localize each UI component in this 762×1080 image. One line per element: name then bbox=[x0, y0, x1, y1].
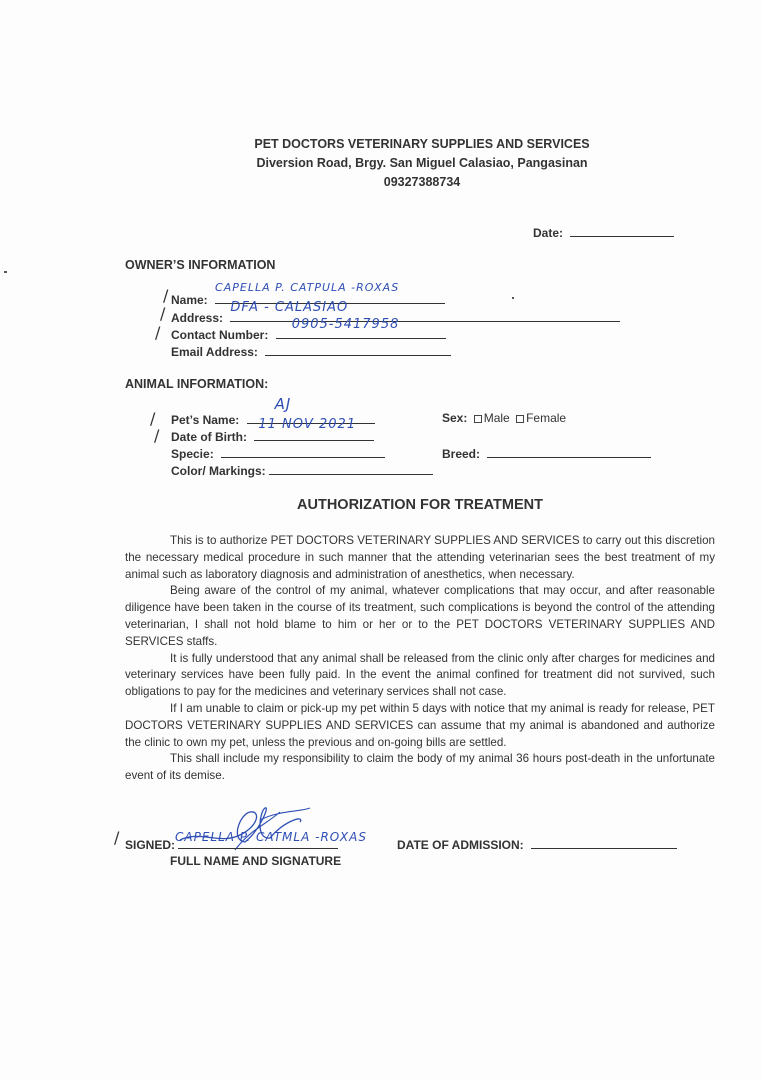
specie-field bbox=[171, 445, 385, 461]
scan-speck bbox=[4, 271, 7, 273]
admission-date-blank[interactable] bbox=[531, 836, 677, 849]
breed-label: Breed: bbox=[442, 447, 481, 461]
admission-date-label: DATE OF ADMISSION: bbox=[397, 838, 524, 852]
animal-section-title: ANIMAL INFORMATION: bbox=[125, 377, 269, 391]
check-mark: / bbox=[163, 286, 169, 305]
sex-field bbox=[442, 411, 566, 425]
owner-contact-label: Contact Number: bbox=[171, 328, 269, 342]
color-label: Color/ Markings: bbox=[171, 464, 266, 478]
owner-email-field bbox=[171, 343, 451, 359]
authorization-title: AUTHORIZATION FOR TREATMENT bbox=[297, 497, 543, 513]
male-option-label: Male bbox=[483, 411, 510, 425]
breed-blank[interactable] bbox=[487, 445, 651, 458]
owner-address-label: Address: bbox=[171, 311, 224, 325]
clinic-phone: 09327388734 bbox=[383, 175, 461, 189]
clinic-header bbox=[0, 135, 762, 192]
check-mark: / bbox=[160, 304, 166, 323]
specie-blank[interactable] bbox=[221, 445, 385, 458]
scan-speck bbox=[512, 297, 514, 299]
owner-contact-blank[interactable] bbox=[276, 317, 446, 339]
authorization-paragraph: This is to authorize PET DOCTORS VETERINARY SUPPLIES AND SERVICES to carry out this discretion the necessary medical procedure in such manner that the attending veterinarian sees the best treatment of my animal such as laboratory diagnosis and administration of anesthetics, when necessary. bbox=[125, 534, 715, 581]
date-field bbox=[533, 224, 674, 240]
signature-caption: FULL NAME AND SIGNATURE bbox=[170, 854, 342, 868]
signature-handwritten-name: CAPELLA P. CATMLA -ROXAS bbox=[175, 830, 367, 844]
color-blank[interactable] bbox=[269, 462, 433, 475]
breed-field bbox=[442, 445, 651, 461]
check-mark: / bbox=[154, 426, 160, 445]
signed-label: SIGNED: bbox=[125, 836, 338, 852]
dob-label: Date of Birth: bbox=[171, 430, 247, 444]
owner-address-value: DFA - CALASIAO bbox=[230, 300, 349, 315]
pet-name-value: AJ bbox=[274, 395, 292, 413]
owner-email-blank[interactable] bbox=[265, 343, 451, 356]
owner-section-title: OWNER’S INFORMATION bbox=[125, 258, 276, 272]
clinic-address: Diversion Road, Brgy. San Miguel Calasiao, Pangasinan bbox=[256, 156, 588, 170]
pet-name-label: Pet’s Name: bbox=[171, 413, 240, 427]
date-label: Date: bbox=[533, 226, 564, 240]
owner-name-label: Name: bbox=[171, 293, 208, 307]
male-checkbox[interactable] bbox=[474, 415, 482, 423]
female-checkbox[interactable] bbox=[516, 415, 524, 423]
clinic-name: PET DOCTORS VETERINARY SUPPLIES AND SERVICES bbox=[254, 137, 590, 151]
specie-label: Specie: bbox=[171, 447, 214, 461]
owner-name-value: CAPELLA P. CATPULA -ROXAS bbox=[215, 281, 400, 294]
admission-date-field bbox=[397, 836, 677, 852]
authorization-paragraph: Being aware of the control of my animal, whatever complications that may occur, and after reasonable diligence have been taken in the course of its treatment, such complications is beyond the control of the attending veterinarian, I shall not hold blame to him or her or to the PET DOCTORS VETERINARY SUPPLIES AND SERVICES staffs. bbox=[125, 584, 715, 648]
owner-address-blank[interactable] bbox=[230, 300, 620, 322]
color-field bbox=[171, 462, 433, 478]
owner-contact-value: 0905-5417958 bbox=[291, 317, 400, 332]
dob-blank[interactable] bbox=[254, 417, 374, 441]
check-mark: / bbox=[114, 828, 120, 847]
authorization-paragraph: This shall include my responsibility to claim the body of my animal 36 hours post-death in the unfortunate event of its demise. bbox=[125, 752, 715, 783]
owner-email-label: Email Address: bbox=[171, 345, 258, 359]
female-option-label: Female bbox=[526, 411, 567, 425]
sex-label: Sex: bbox=[442, 411, 468, 425]
authorization-body bbox=[125, 533, 715, 785]
authorization-paragraph: If I am unable to claim or pick-up my pet within 5 days with notice that my animal is ready for release, PET DOCTORS VETERINARY SUPPLIES AND SERVICES can assume that my animal is abandoned and authorize the clinic to own my pet, unless the previous and on-going bills are settled. bbox=[125, 701, 715, 749]
dob-value: 11 NOV 2021 bbox=[258, 417, 357, 432]
check-mark: / bbox=[155, 323, 161, 342]
date-blank[interactable] bbox=[570, 224, 674, 237]
check-mark: / bbox=[150, 409, 156, 428]
authorization-paragraph: It is fully understood that any animal shall be released from the clinic only after charges for medicines and veterinary services have been fully paid. In the event the animal confined for treatment did not survived, such obligations to pay for the medicines and veterinary services shall not case. bbox=[125, 651, 715, 699]
